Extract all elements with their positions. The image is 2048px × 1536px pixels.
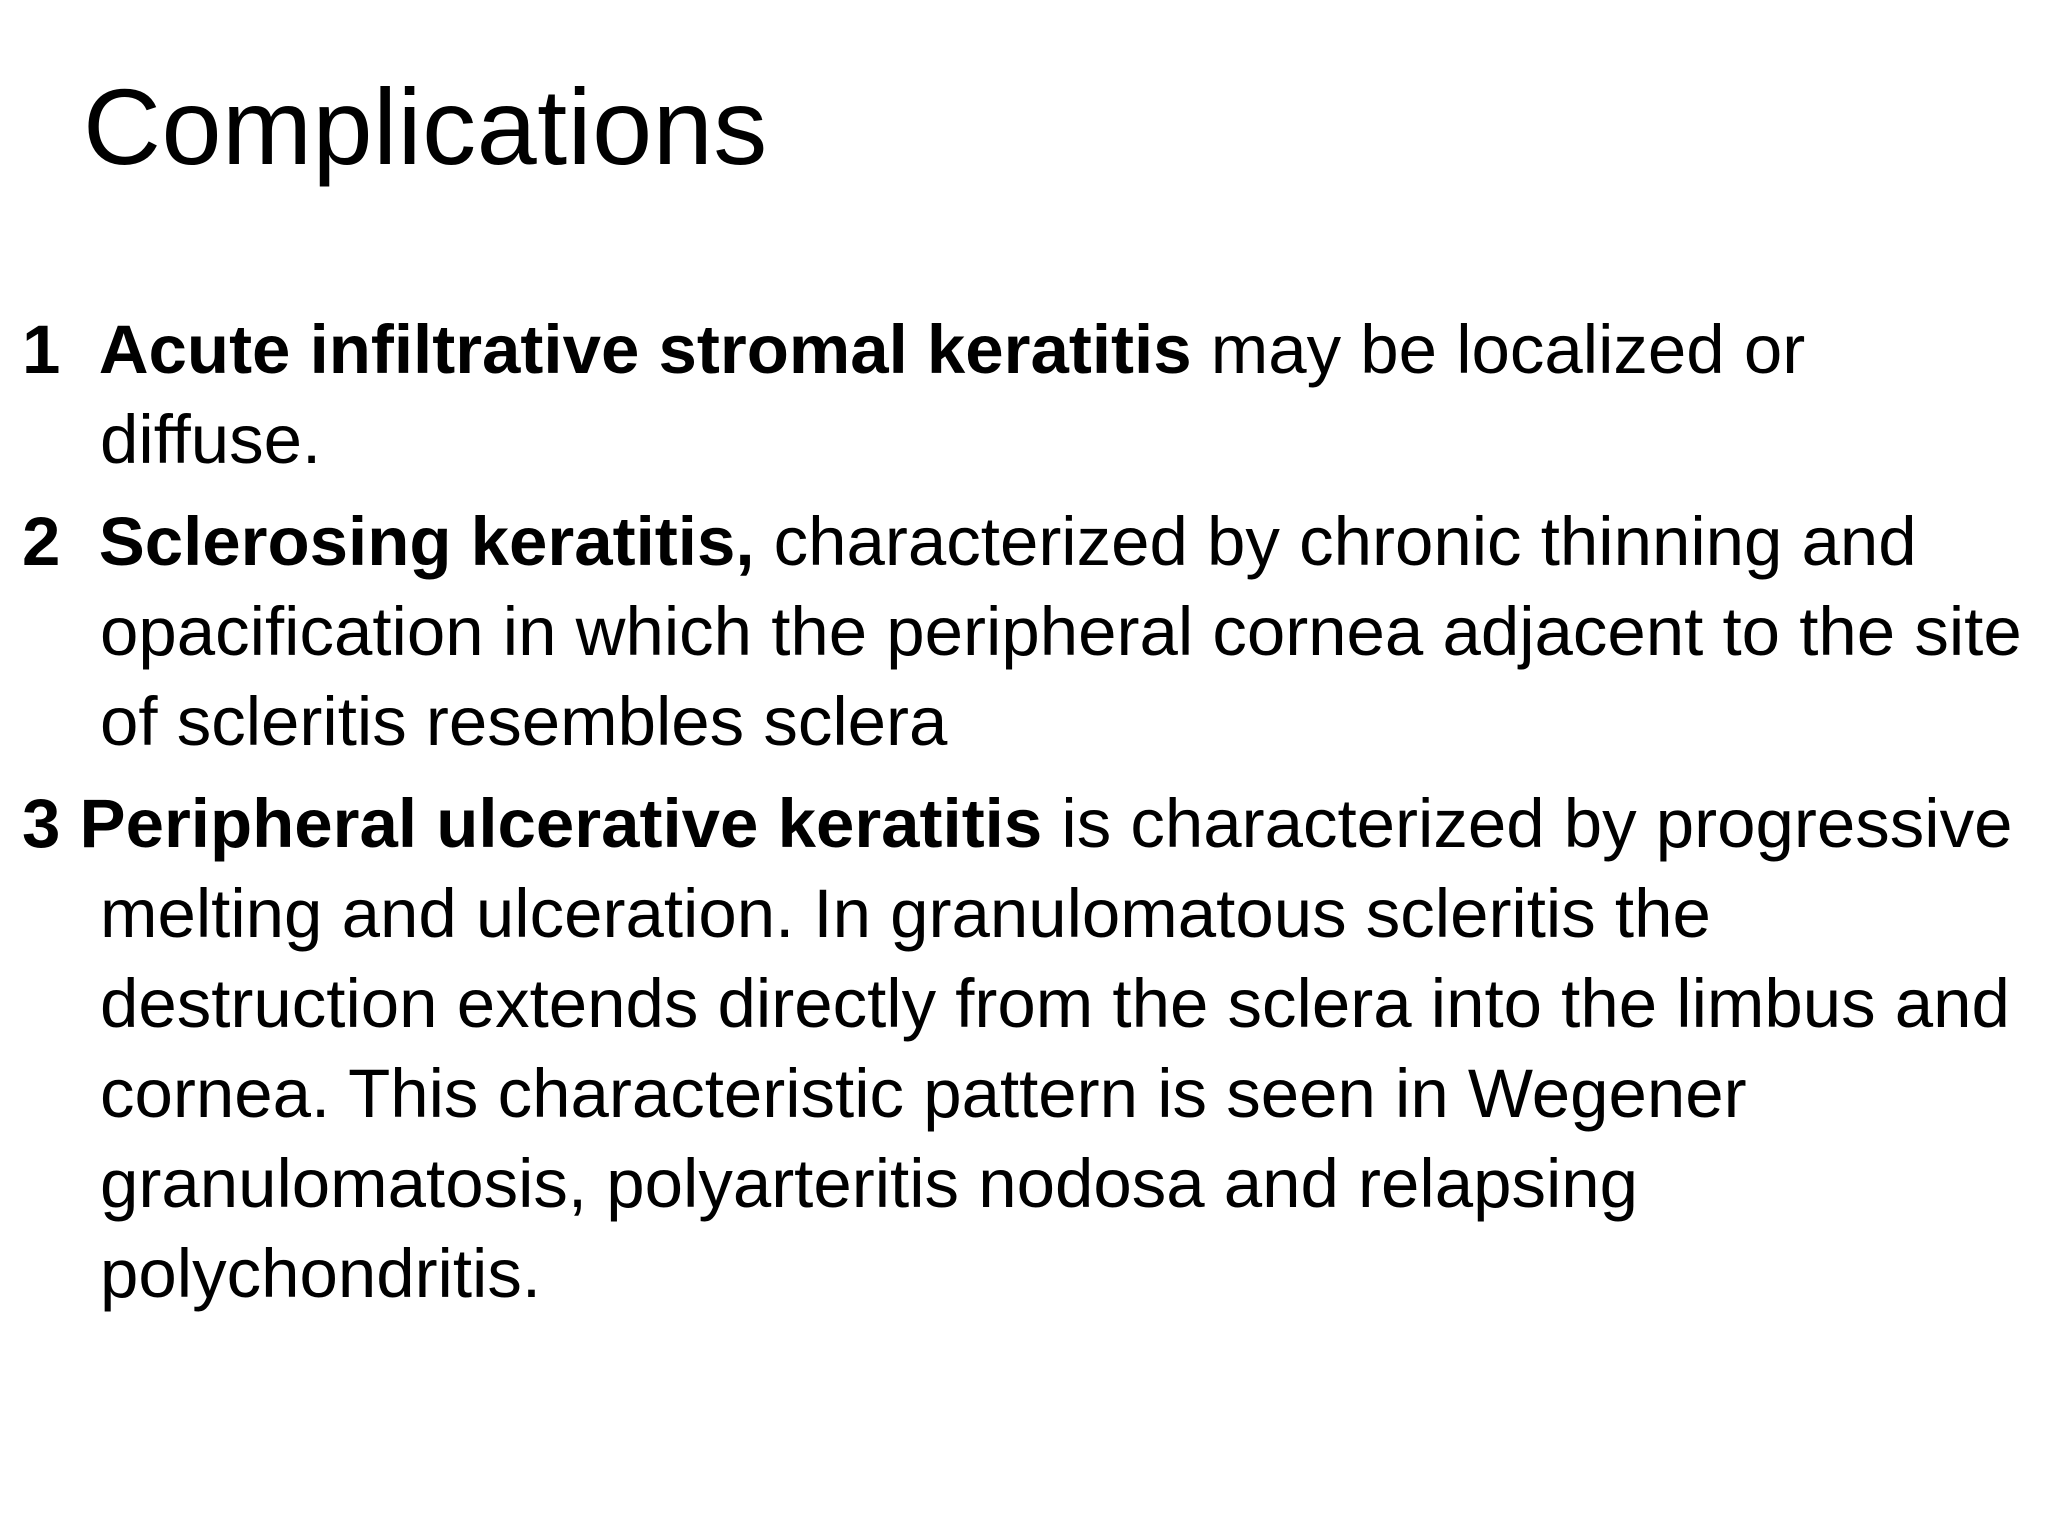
item-description: characterized by chronic thinning and opacification in which the peripheral cornea adjacent to the site of scleritis resembles sclera bbox=[100, 503, 2022, 760]
item-description: is characterized by progressive melting and ulceration. In granulomatous scleritis the destruction extends directly from the sclera into the limbus and cornea. This characteristic pattern is seen in Wegener granulomatosis, polyarteritis nodosa and relapsing polychondritis. bbox=[100, 785, 2013, 1312]
list-item-2 bbox=[22, 497, 2032, 767]
complications-list bbox=[22, 305, 2032, 1331]
item-number: 2 bbox=[22, 503, 61, 580]
item-number: 3 bbox=[22, 785, 61, 862]
list-item-3 bbox=[22, 779, 2032, 1319]
item-term: Peripheral ulcerative keratitis bbox=[79, 785, 1043, 862]
item-term: Sclerosing keratitis, bbox=[98, 503, 755, 580]
item-term: Acute infiltrative stromal keratitis bbox=[98, 311, 1192, 388]
item-number: 1 bbox=[22, 311, 61, 388]
item-description: may be localized or diffuse. bbox=[100, 311, 1806, 478]
list-item-1 bbox=[22, 305, 2032, 485]
slide-title: Complications bbox=[83, 66, 768, 187]
